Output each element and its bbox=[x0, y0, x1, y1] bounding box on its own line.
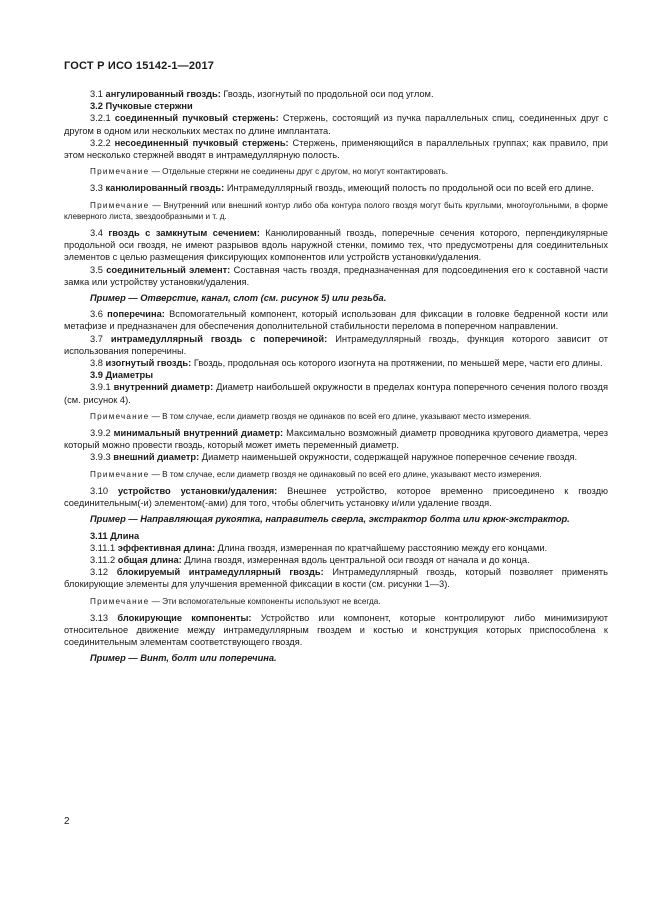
page-number: 2 bbox=[64, 816, 70, 827]
term: минимальный внутренний диаметр: bbox=[113, 428, 284, 439]
note: Примечание — Внутренний или внешний контур либо оба контура полого гвоздя могут быть круглыми, многоугольными, в форме клеверного листа, звездообразными и т. д. bbox=[64, 200, 608, 221]
term: канюлированный гвоздь: bbox=[105, 183, 225, 194]
note: Примечание — Эти вспомогательные компоненты используют не всегда. bbox=[90, 596, 381, 606]
term: устройство установки/удаления: bbox=[118, 485, 278, 496]
term: ангулированный гвоздь: bbox=[105, 89, 221, 99]
term: поперечина: bbox=[107, 309, 165, 320]
clause-3-6: 3.6 поперечина: Вспомогательный компонент, который использован для фиксации в головке бедренной кости или метафизе и предназначен для обеспечения дополнительной стабильности перелома в поперечном направлении. bbox=[64, 309, 608, 332]
clause-3-9-1: 3.9.1 внутренний диаметр: Диаметр наибольшей окружности в пределах контура поперечного сечения полого гвоздя (см. рисунок 4). bbox=[64, 382, 608, 405]
clause-3-4: 3.4 гвоздь с замкнутым сечением: Канюлированный гвоздь, поперечные сечения которого, перпендикулярные продольной оси гвоздя, не имеют разрывов вдоль наружной стенки, помимо тех, что предусмотрены для соединительных элементов с целью размещения фиксирующих компонентов или устройств установки/удаления. bbox=[64, 228, 608, 263]
note: Примечание — В том случае, если диаметр гвоздя не одинаков по всей его длине, указывают место измерения. bbox=[90, 411, 532, 421]
term: блокируемый интрамедуллярный гвоздь: bbox=[116, 567, 324, 578]
term: эффективная длина: bbox=[117, 542, 216, 553]
term: интрамедуллярный гвоздь с поперечиной: bbox=[110, 333, 328, 344]
clause-3-9-3: 3.9.3 внешний диаметр: Диаметр наименьшей окружности, содержащей наружное поперечное сечение гвоздя. bbox=[90, 452, 578, 463]
clause-3-10: 3.10 устройство установки/удаления: Внешнее устройство, которое временно присоединено к гвоздю соединительным(-и) элементом(-ами) для того, чтобы облегчить установку и/или удаление гвоздя. bbox=[64, 485, 608, 509]
clause-3-5: 3.5 соединительный элемент: Составная часть гвоздя, предназначенная для подсоединения его к составной части замка или устройству установки/удаления. bbox=[64, 264, 608, 287]
clause-3-8: 3.8 изогнутый гвоздь: Гвоздь, продольная ось которого изогнута на протяжении, по меньшей мере, части его длины. bbox=[90, 358, 603, 369]
term: внутренний диаметр: bbox=[113, 382, 214, 393]
term: внешний диаметр: bbox=[113, 452, 200, 463]
clause-3-3: 3.3 канюлированный гвоздь: Интрамедуллярный гвоздь, имеющий полость по продольной оси по всей его длине. bbox=[90, 183, 594, 194]
term: общая длина: bbox=[117, 554, 182, 565]
clause-3-9-2: 3.9.2 минимальный внутренний диаметр: Максимально возможный диаметр проводника кругового диаметра, через который можно провести гвоздь, который может иметь переменный диаметр. bbox=[64, 428, 608, 451]
document-body bbox=[64, 88, 608, 669]
document-header: ГОСТ Р ИСО 15142-1—2017 bbox=[64, 60, 215, 72]
note: Примечание — В том случае, если диаметр гвоздя не одинаковый по всей его длине, указывают место измерения. bbox=[90, 469, 542, 479]
example: Пример — Направляющая рукоятка, направитель сверла, экстрактор болта или крюк-экстрактор. bbox=[90, 514, 570, 525]
clause-3-7: 3.7 интрамедуллярный гвоздь с поперечиной: Интрамедуллярный гвоздь, функция которого зависит от использования поперечины. bbox=[64, 333, 608, 356]
term: несоединенный пучковый стержень: bbox=[114, 137, 289, 148]
note: Примечание — Отдельные стержни не соединены друг с другом, но могут контактировать. bbox=[90, 167, 449, 177]
section-heading-3-2: 3.2 Пучковые стержни bbox=[90, 101, 193, 112]
clause-3-13: 3.13 блокирующие компоненты: Устройство или компонент, которые контролируют либо минимизируют относительное движение между интрамедуллярным гвоздем и костью и конструкция которых приспособлена к соединительным элементам соответствующего гвоздя. bbox=[64, 612, 609, 648]
term: соединенный пучковый стержень: bbox=[114, 113, 279, 124]
section-heading-3-9: 3.9 Диаметры bbox=[90, 370, 154, 381]
example: Пример — Винт, болт или поперечина. bbox=[90, 653, 277, 664]
clause-3-1: 3.1 ангулированный гвоздь: Гвоздь, изогнутый по продольной оси под углом. bbox=[90, 89, 434, 99]
term: изогнутый гвоздь: bbox=[105, 358, 192, 369]
clause-3-2-1: 3.2.1 соединенный пучковый стержень: Стержень, состоящий из пучка параллельных спиц, соединенных друг с другом в одном или нескольких местах по длине имплантата. bbox=[64, 113, 608, 136]
term: блокирующие компоненты: bbox=[117, 612, 252, 623]
clause-3-11-1: 3.11.1 эффективная длина: Длина гвоздя, измеренная по кратчайшему расстоянию между его концами. bbox=[90, 542, 548, 553]
example: Пример — Отверстие, канал, слот (см. рисунок 5) или резьба. bbox=[90, 293, 387, 304]
clause-3-2-2: 3.2.2 несоединенный пучковый стержень: Стержень, применяющийся в параллельных группах; как правило, при этом несколько стержней вводят в интрамедуллярную полость. bbox=[64, 137, 608, 161]
clause-3-11-2: 3.11.2 общая длина: Длина гвоздя, измеренная вдоль центральной оси гвоздя от начала и до конца. bbox=[90, 554, 530, 565]
term: гвоздь с замкнутым сечением: bbox=[108, 228, 260, 239]
term: соединительный элемент: bbox=[106, 264, 231, 275]
section-heading-3-11: 3.11 Длина bbox=[90, 530, 140, 541]
clause-3-12: 3.12 блокируемый интрамедуллярный гвоздь: Интрамедуллярный гвоздь, который позволяет применять блокирующие элементы для улучшения временной фиксации в кости (см. рисунки 1—3). bbox=[64, 567, 608, 590]
